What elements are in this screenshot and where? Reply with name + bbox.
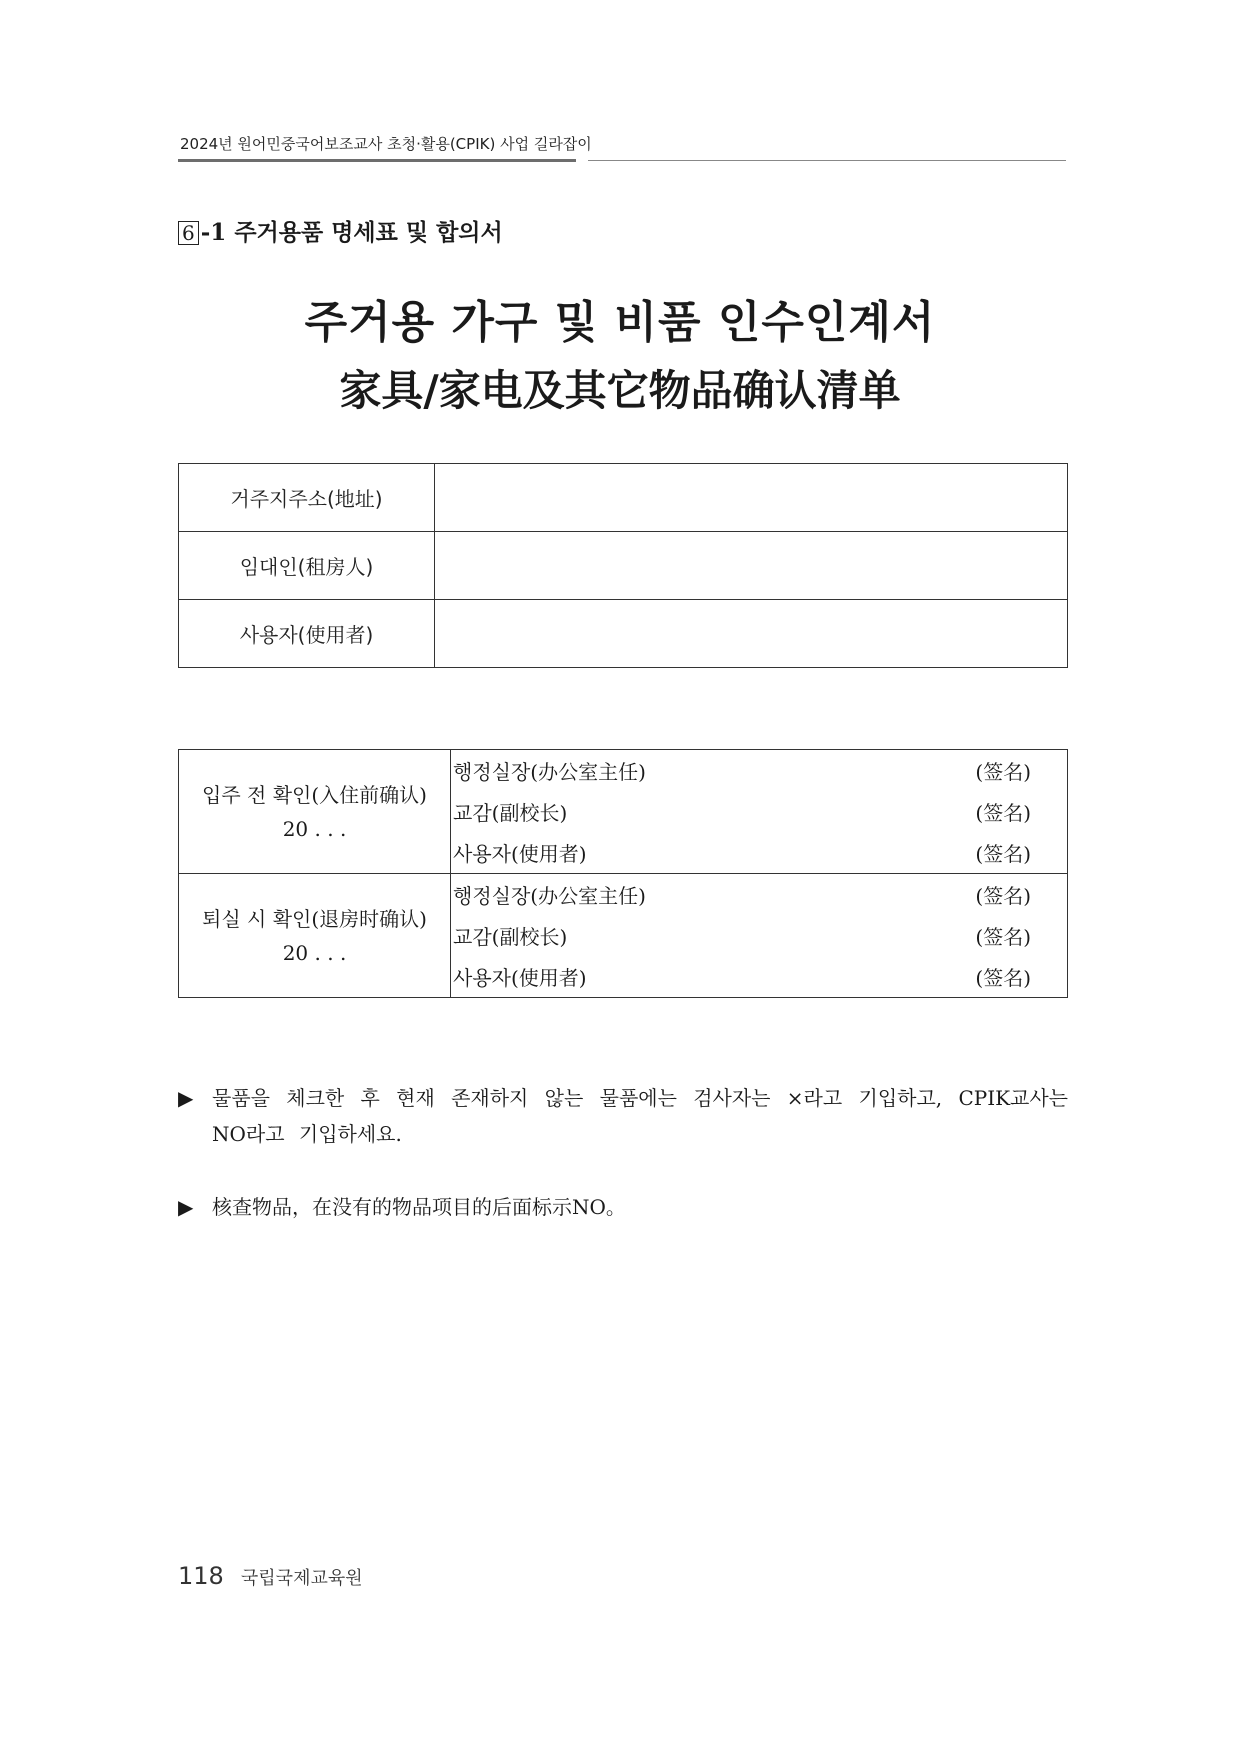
signature-field[interactable]: (签名) (975, 966, 1031, 990)
info-row-landlord (179, 532, 1068, 600)
running-header: 2024년 원어민중국어보조교사 초청·활용(CPIK) 사업 길라잡이 (180, 135, 592, 153)
signer-role: 교감(副校长) (453, 925, 568, 949)
header-rule-thick (178, 159, 576, 162)
moveout-date: 20 . . . (282, 940, 347, 965)
signer-row (451, 750, 1067, 791)
triangle-bullet-icon: ▶ (178, 1086, 194, 1110)
moveout-label: 퇴실 시 확인(退房时确认) (202, 906, 427, 931)
movein-date: 20 . . . (282, 816, 347, 841)
signer-row (451, 956, 1067, 997)
page-footer (178, 1562, 363, 1590)
info-label-user: 사용자(使用者) (179, 600, 435, 668)
document-title-korean: 주거용 가구 및 비품 인수인계서 (304, 297, 936, 348)
info-label-address: 거주지주소(地址) (179, 464, 435, 532)
info-row-user (179, 600, 1068, 668)
signer-row (451, 915, 1067, 956)
signer-role: 사용자(使用者) (453, 966, 587, 990)
signature-field[interactable]: (签名) (975, 760, 1031, 784)
signer-row (451, 832, 1067, 873)
movein-label: 입주 전 확인(入住前确认) (202, 782, 427, 807)
info-label-landlord: 임대인(租房人) (179, 532, 435, 600)
note-chinese-text: 核查物品，在没有的物品项目的后面标示NO。 (212, 1195, 626, 1219)
signer-role: 행정실장(办公室主任) (453, 884, 646, 908)
note-korean-text: 물품을 체크한 후 현재 존재하지 않는 물품에는 검사자는 ×라고 기입하고, CPIK교사는 NO라고 기입하세요. (212, 1086, 1068, 1146)
info-table (178, 463, 1068, 668)
info-value-user[interactable] (435, 600, 1068, 668)
section-title: 주거용품 명세표 및 합의서 (234, 219, 503, 246)
section-number-box: 6 (178, 221, 199, 245)
moveout-signers (451, 874, 1068, 998)
signer-role: 교감(副校长) (453, 801, 568, 825)
section-number-suffix: -1 (200, 219, 227, 246)
signature-field[interactable]: (签名) (975, 842, 1031, 866)
signer-role: 사용자(使用者) (453, 842, 587, 866)
note-chinese (178, 1189, 1068, 1225)
signer-row (451, 874, 1067, 915)
signature-field[interactable]: (签名) (975, 884, 1031, 908)
info-value-address[interactable] (435, 464, 1068, 532)
confirm-section-moveout (179, 874, 1068, 998)
header-rule-thin (588, 160, 1066, 161)
signer-role: 행정실장(办公室主任) (453, 760, 646, 784)
signature-field[interactable]: (签名) (975, 801, 1031, 825)
triangle-bullet-icon: ▶ (178, 1195, 194, 1219)
movein-signers (451, 750, 1068, 874)
movein-cell (179, 750, 451, 874)
moveout-cell (179, 874, 451, 998)
confirmation-table (178, 749, 1068, 998)
document-title-chinese: 家具/家电及其它物品确认清单 (339, 366, 901, 415)
signature-field[interactable]: (签名) (975, 925, 1031, 949)
info-value-landlord[interactable] (435, 532, 1068, 600)
footer-organization: 국립국제교육원 (240, 1568, 363, 1589)
note-korean (178, 1080, 1068, 1152)
section-heading (178, 214, 503, 247)
page-number: 118 (178, 1562, 224, 1590)
signer-row (451, 791, 1067, 832)
info-row-address (179, 464, 1068, 532)
confirm-section-movein (179, 750, 1068, 874)
